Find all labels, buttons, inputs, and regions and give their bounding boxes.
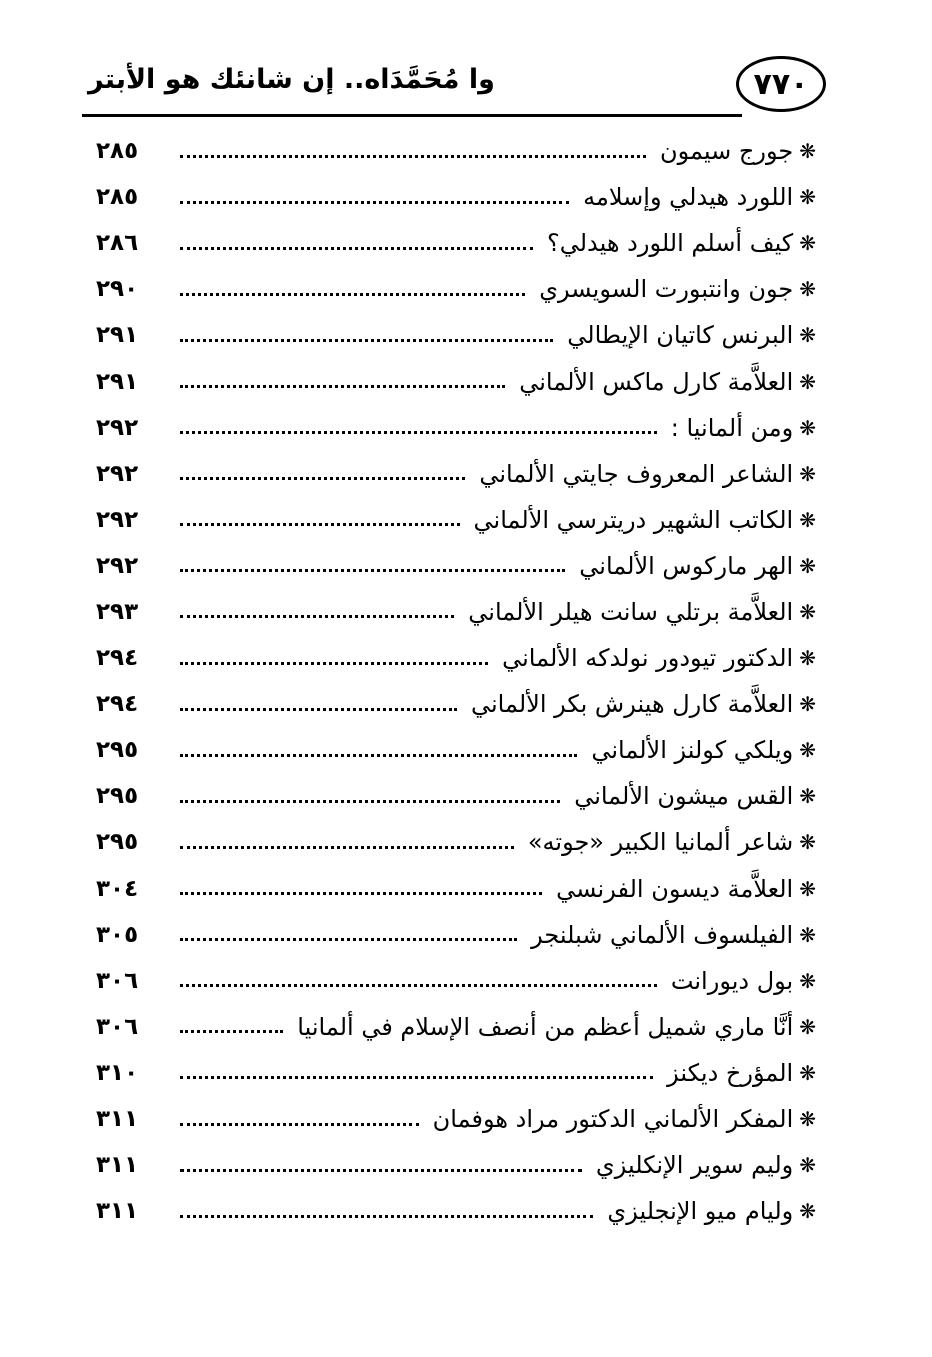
- dot-leader: [180, 846, 514, 849]
- toc-entry: [96, 1188, 816, 1234]
- toc-entry: [96, 681, 816, 727]
- toc-entry: [96, 1096, 816, 1142]
- toc-entry-page-number: ٣١١: [96, 1198, 139, 1225]
- toc-entry-title: جون وانتبورت السويسري: [539, 275, 794, 304]
- toc-entry-page-number: ٣٠٤: [96, 875, 139, 902]
- bullet-star-icon: ❋: [799, 415, 816, 440]
- dot-leader: [180, 155, 646, 158]
- dot-leader: [180, 1030, 283, 1033]
- bullet-star-icon: ❋: [799, 738, 816, 763]
- bullet-star-icon: ❋: [799, 876, 816, 901]
- dot-leader: [180, 708, 457, 711]
- toc-entry-page-number: ٢٩٢: [96, 552, 139, 579]
- bullet-star-icon: ❋: [799, 369, 816, 394]
- toc-entry: [96, 174, 816, 220]
- bullet-star-icon: ❋: [799, 599, 816, 624]
- dot-leader: [180, 800, 560, 803]
- toc-entry-title: العلاَّمة كارل هينرش بكر الألماني: [470, 690, 794, 719]
- dot-leader: [180, 293, 525, 296]
- dot-leader: [180, 201, 569, 204]
- bullet-star-icon: ❋: [799, 968, 816, 993]
- bullet-star-icon: ❋: [799, 646, 816, 671]
- dot-leader: [180, 477, 465, 480]
- toc-entry: [96, 220, 816, 266]
- bullet-star-icon: ❋: [799, 277, 816, 302]
- toc-entry-title: اللورد هيدلي وإسلامه: [583, 183, 794, 212]
- toc-entry-page-number: ٣٠٥: [96, 921, 139, 948]
- toc-entry-title: القس ميشون الألماني: [574, 782, 794, 811]
- toc-entry-page-number: ٣٠٦: [96, 967, 139, 994]
- toc-entry-page-number: ٣٠٦: [96, 1013, 139, 1040]
- toc-entry: [96, 773, 816, 819]
- toc-entry: [96, 912, 816, 958]
- bullet-star-icon: ❋: [799, 784, 816, 809]
- bullet-star-icon: ❋: [799, 830, 816, 855]
- bullet-star-icon: ❋: [799, 1107, 816, 1132]
- toc-entry: [96, 819, 816, 865]
- dot-leader: [180, 662, 488, 665]
- toc-entry-title: وليم سوير الإنكليزي: [595, 1151, 794, 1180]
- toc-entry-title: العلاَّمة برتلي سانت هيلر الألماني: [468, 597, 794, 626]
- toc-entry-page-number: ٢٩٤: [96, 645, 139, 672]
- dot-leader: [180, 385, 505, 388]
- bullet-star-icon: ❋: [799, 553, 816, 578]
- bullet-star-icon: ❋: [799, 185, 816, 210]
- bullet-star-icon: ❋: [799, 461, 816, 486]
- toc-entry-page-number: ٢٨٥: [96, 138, 139, 165]
- toc-entry-title: العلاَّمة ديسون الفرنسي: [556, 874, 794, 903]
- toc-entry: [96, 312, 816, 358]
- toc-entry-page-number: ٢٩١: [96, 322, 139, 349]
- toc-entry-page-number: ٢٩٥: [96, 783, 139, 810]
- dot-leader: [180, 431, 657, 434]
- dot-leader: [180, 938, 517, 941]
- dot-leader: [180, 569, 565, 572]
- toc-entry: [96, 635, 816, 681]
- toc-entry-page-number: ٢٩٥: [96, 829, 139, 856]
- toc-entry-page-number: ٣١٠: [96, 1059, 139, 1086]
- toc-entry: [96, 543, 816, 589]
- toc-entry-title: ويلكي كولنز الألماني: [591, 736, 794, 765]
- dot-leader: [180, 892, 542, 895]
- toc-entry: [96, 958, 816, 1004]
- toc-entry: [96, 866, 816, 912]
- dot-leader: [180, 523, 460, 526]
- toc-entry-page-number: ٢٩١: [96, 368, 139, 395]
- toc-entry-title: الهر ماركوس الألماني: [579, 551, 794, 580]
- bullet-star-icon: ❋: [799, 1014, 816, 1039]
- toc-entry: [96, 266, 816, 312]
- bullet-star-icon: ❋: [799, 1060, 816, 1085]
- toc-entry: [96, 1004, 816, 1050]
- toc-entry-title: الدكتور تيودور نولدكه الألماني: [502, 644, 794, 673]
- dot-leader: [180, 1215, 593, 1218]
- running-title: وا مُحَمَّدَاه.. إن شانئك هو الأبتر: [88, 64, 495, 95]
- dot-leader: [180, 1123, 419, 1126]
- toc-entry-title: ومن ألمانيا :: [670, 413, 794, 442]
- bullet-star-icon: ❋: [799, 1199, 816, 1224]
- toc-entry-page-number: ٢٩٢: [96, 460, 139, 487]
- table-of-contents: [96, 128, 816, 1234]
- toc-entry-title: بول ديورانت: [670, 966, 794, 995]
- toc-entry: [96, 358, 816, 404]
- bullet-star-icon: ❋: [799, 922, 816, 947]
- toc-entry-page-number: ٢٩٠: [96, 276, 139, 303]
- dot-leader: [180, 1169, 582, 1172]
- dot-leader: [180, 615, 454, 618]
- bullet-star-icon: ❋: [799, 231, 816, 256]
- dot-leader: [180, 1076, 653, 1079]
- dot-leader: [180, 754, 577, 757]
- toc-entry: [96, 1050, 816, 1096]
- dot-leader: [180, 339, 553, 342]
- bullet-star-icon: ❋: [799, 323, 816, 348]
- toc-entry-page-number: ٢٨٥: [96, 184, 139, 211]
- toc-entry: [96, 727, 816, 773]
- bullet-star-icon: ❋: [799, 1153, 816, 1178]
- toc-entry: [96, 405, 816, 451]
- toc-entry-page-number: ٢٩٤: [96, 691, 139, 718]
- dot-leader: [180, 984, 657, 987]
- toc-entry-page-number: ٣١١: [96, 1152, 139, 1179]
- toc-entry: [96, 128, 816, 174]
- toc-entry-page-number: ٢٨٦: [96, 230, 139, 257]
- toc-entry-page-number: ٣١١: [96, 1106, 139, 1133]
- page-header: [82, 56, 826, 116]
- toc-entry-title: الفيلسوف الألماني شبلنجر: [531, 920, 794, 949]
- page-number-badge: ٧٧٠: [736, 56, 826, 112]
- toc-entry-title: جورج سيمون: [660, 137, 794, 166]
- header-rule: [82, 114, 742, 117]
- toc-entry: [96, 451, 816, 497]
- toc-entry-title: الشاعر المعروف جايتي الألماني: [479, 459, 794, 488]
- toc-entry-title: المفكر الألماني الدكتور مراد هوفمان: [432, 1105, 794, 1134]
- toc-entry-title: وليام ميو الإنجليزي: [607, 1197, 794, 1226]
- toc-entry-title: البرنس كاتيان الإيطالي: [567, 321, 794, 350]
- toc-entry-page-number: ٢٩٢: [96, 506, 139, 533]
- toc-entry-page-number: ٢٩٣: [96, 598, 139, 625]
- bullet-star-icon: ❋: [799, 692, 816, 717]
- toc-entry-title: الكاتب الشهير دريترسي الألماني: [473, 505, 794, 534]
- toc-entry-title: العلاَّمة كارل ماكس الألماني: [519, 367, 794, 396]
- toc-entry-title: المؤرخ ديكنز: [667, 1058, 794, 1087]
- toc-entry: [96, 1142, 816, 1188]
- toc-entry-title: شاعر ألمانيا الكبير «جوته»: [527, 828, 794, 857]
- bullet-star-icon: ❋: [799, 139, 816, 164]
- dot-leader: [180, 247, 533, 250]
- toc-entry-page-number: ٢٩٢: [96, 414, 139, 441]
- bullet-star-icon: ❋: [799, 507, 816, 532]
- toc-entry: [96, 497, 816, 543]
- toc-entry: [96, 589, 816, 635]
- toc-entry-title: أنَّا ماري شميل أعظم من أنصف الإسلام في ألمانيا: [297, 1012, 794, 1041]
- toc-entry-page-number: ٢٩٥: [96, 737, 139, 764]
- toc-entry-title: كيف أسلم اللورد هيدلي؟: [546, 229, 794, 258]
